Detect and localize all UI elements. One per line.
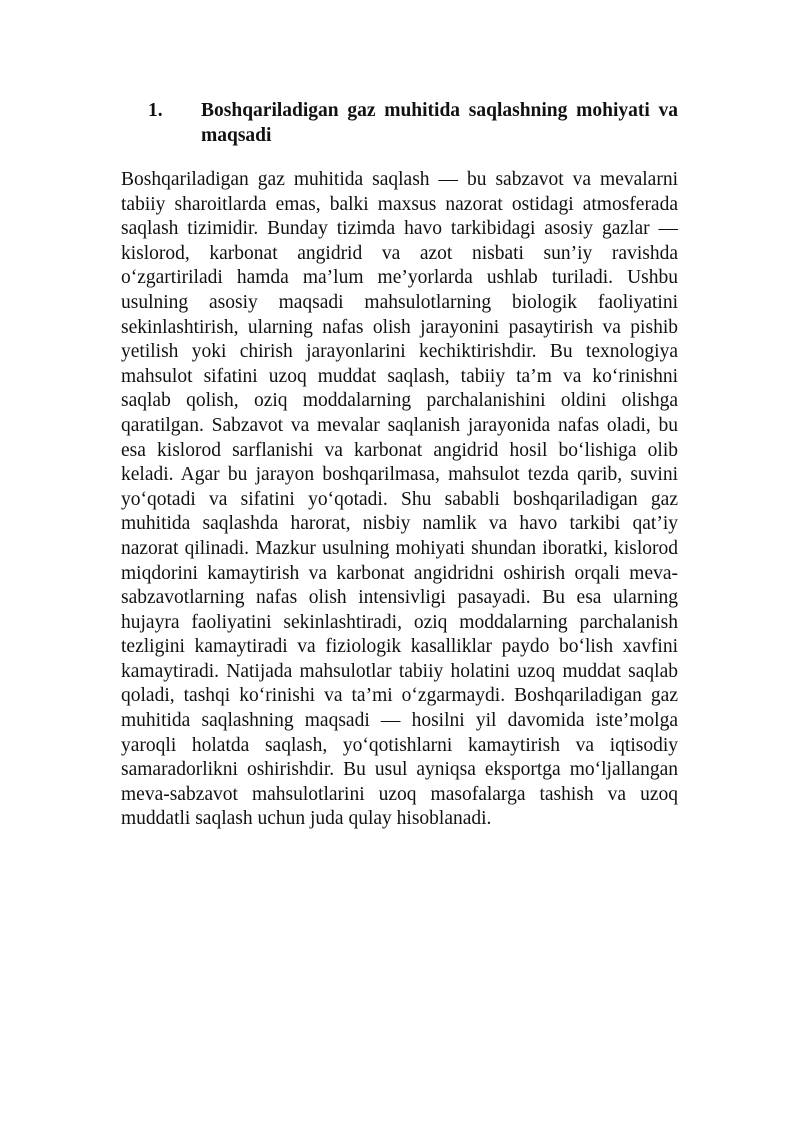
section-heading (148, 98, 678, 148)
section-title: Boshqariladigan gaz muhitida saqlashning mohiyati va maqsadi (201, 100, 678, 146)
section-number: 1. (148, 100, 163, 121)
body-paragraph: Boshqariladigan gaz muhitida saqlash — bu sabzavot va mevalarni tabiiy sharoitlarda emas, balki maxsus nazorat ostidagi atmosferada saqlash tizimidir. Bunday tizimda havo tarkibidagi asosiy gazlar — kislorod, karbonat angidrid va azot nisbati sun’iy ravishda o‘zgartiriladi hamda ma’lum me’yorlarda ushlab turiladi. Ushbu usulning asosiy maqsadi mahsulotlarning biologik faoliyatini sekinlashtirish, ularning nafas olish jarayonini pasaytirish va pishib yetilish yoki chirish jarayonlarini kechiktirishdir. Bu texnologiya mahsulot sifatini uzoq muddat saqlash, tabiiy ta’m va ko‘rinishni saqlab qolish, oziq moddalarning parchalanishini oldini olishga qaratilgan. Sabzavot va mevalar saqlanish jarayonida nafas oladi, bu esa kislorod sarflanishi va karbonat angidrid hosil bo‘lishiga olib keladi. Agar bu jarayon boshqarilmasa, mahsulot tezda qarib, suvini yo‘qotadi va sifatini yo‘qotadi. Shu sababli boshqariladigan gaz muhitida saqlashda harorat, nisbiy namlik va havo tarkibi qat’iy nazorat qilinadi. Mazkur usulning mohiyati shundan iboratki, kislorod miqdorini kamaytirish va karbonat angidridni oshirish orqali meva-sabzavotlarning nafas olish intensivligi pasayadi. Bu esa ularning hujayra faoliyatini sekinlashtiradi, oziq moddalarning parchalanish tezligini kamaytiradi va fiziologik kasalliklar paydo bo‘lish xavfini kamaytiradi. Natijada mahsulotlar tabiiy holatini uzoq muddat saqlab qoladi, tashqi ko‘rinishi va ta’mi o‘zgarmaydi. Boshqariladigan gaz muhitida saqlashning maqsadi — hosilni yil davomida iste’molga yaroqli holatda saqlash, yo‘qotishlarni kamaytirish va iqtisodiy samaradorlikni oshirishdir. Bu usul ayniqsa eksportga mo‘ljallangan meva-sabzavot mahsulotlarini uzoq masofalarga tashish va uzoq muddatli saqlash uchun juda qulay hisoblanadi. (121, 169, 678, 830)
